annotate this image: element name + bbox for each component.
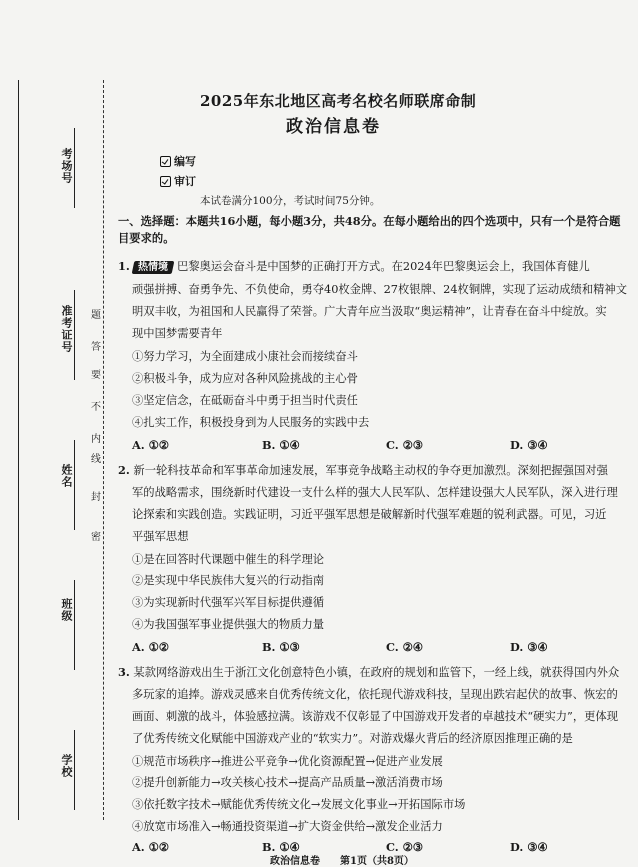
seal-char: 要 xyxy=(91,370,101,381)
option-a[interactable]: A. ①② xyxy=(132,640,169,654)
question-text: 顽强拼搏、奋勇争先、不负使命，勇夺40枚金牌、27枚银牌、24枚铜牌，实现了运动成绩和精神文 xyxy=(132,283,628,296)
option-a[interactable]: A. ①② xyxy=(132,438,169,452)
answer-statement: ①努力学习，为全面建成小康社会而接续奋斗 xyxy=(132,350,358,363)
class-label: 班级 xyxy=(60,598,73,622)
name-line xyxy=(74,440,75,530)
class-line xyxy=(74,580,75,670)
margin-rule-dashed xyxy=(103,80,104,820)
hot-badge xyxy=(132,261,175,274)
question-text: 现中国梦需要青年 xyxy=(132,327,223,340)
tag-review-label: 审订 xyxy=(174,175,196,188)
option-c[interactable]: C. ②③ xyxy=(386,840,423,854)
question-number: 1. xyxy=(118,259,130,273)
question-3-line1 xyxy=(118,664,619,681)
option-b[interactable]: B. ①③ xyxy=(262,640,300,654)
seal-char: 线 xyxy=(91,454,101,465)
question-text: 平强军思想 xyxy=(132,530,189,543)
exam-note: 本试卷满分100分，考试时间75分钟。 xyxy=(200,195,381,207)
question-2-line1 xyxy=(118,462,608,479)
exam-room-line xyxy=(74,128,75,208)
option-c[interactable]: C. ②④ xyxy=(386,640,423,654)
tag-edit xyxy=(160,153,196,169)
option-b[interactable]: B. ①④ xyxy=(262,438,300,452)
paper-subtitle: 政治信息卷 xyxy=(286,117,381,137)
hot-badge-label: 热情境 xyxy=(138,262,169,273)
admission-line xyxy=(74,290,75,380)
tag-edit-label: 编写 xyxy=(174,155,196,168)
seal-char: 答 xyxy=(91,342,101,353)
question-text: 军的战略需求，围绕新时代建设一支什么样的强大人民军队、怎样建设强大人民军队，深入进行理 xyxy=(132,486,618,499)
question-text: 多玩家的追捧。游戏灵感来自优秀传统文化，依托现代游戏科技，呈现出跌宕起伏的故事、恢宏的 xyxy=(132,688,618,701)
seal-char: 密 xyxy=(91,532,101,543)
answer-statement: ④扎实工作，积极投身到为人民服务的实践中去 xyxy=(132,416,370,429)
margin-rule-left xyxy=(18,80,19,820)
answer-statement: ②提升创新能力→攻关核心技术→提高产品质量→激活消费市场 xyxy=(132,776,443,789)
option-c[interactable]: C. ②③ xyxy=(386,438,423,452)
admission-label: 准考证号 xyxy=(60,305,73,353)
section-heading-line2: 目要求的。 xyxy=(118,231,175,245)
answer-statement: ②是实现中华民族伟大复兴的行动指南 xyxy=(132,574,325,587)
answer-statement: ④放宽市场准入→畅通投资渠道→扩大资金供给→激发企业活力 xyxy=(132,820,443,833)
answer-statement: ④为我国强军事业提供强大的物质力量 xyxy=(132,618,325,631)
tag-review xyxy=(160,173,196,189)
option-d[interactable]: D. ③④ xyxy=(510,840,548,854)
question-text: 论探索和实践创造。实践证明，习近平强军思想是破解新时代强军难题的锐利武器。可见，习近 xyxy=(132,508,607,521)
answer-statement: ③为实现新时代强军兴军目标提供遵循 xyxy=(132,596,325,609)
school-line xyxy=(74,730,75,810)
review-icon xyxy=(160,176,171,187)
question-text: 了优秀传统文化赋能中国游戏产业的“软实力”。对游戏爆火背后的经济原因推理正确的是 xyxy=(132,732,573,745)
seal-char: 封 xyxy=(91,492,101,503)
name-label: 姓名 xyxy=(60,464,73,488)
section-heading-line1: 一、选择题：本题共16小题，每小题3分，共48分。在每小题给出的四个选项中，只有一个是符合题 xyxy=(118,214,621,228)
school-label: 学校 xyxy=(60,754,73,778)
exam-room-label: 考场号 xyxy=(60,148,73,184)
question-text: 某款网络游戏出生于浙江文化创意特色小镇，在政府的规划和监管下，一经上线，就获得国内外众 xyxy=(133,666,620,679)
answer-statement: ②积极斗争，成为应对各种风险挑战的主心骨 xyxy=(132,372,358,385)
edit-icon xyxy=(160,156,171,167)
page-footer: 政治信息卷 第1页（共8页） xyxy=(270,856,414,867)
answer-statement: ③坚定信念，在砥砺奋斗中勇于担当时代责任 xyxy=(132,394,358,407)
answer-statement: ①是在回答时代课题中催生的科学理论 xyxy=(132,553,325,566)
question-text: 明双丰收，为祖国和人民赢得了荣誉。广大青年应当汲取“奥运精神”，让青春在奋斗中绽放。实 xyxy=(132,305,607,318)
option-b[interactable]: B. ①④ xyxy=(262,840,300,854)
question-1-line1 xyxy=(118,258,590,275)
question-text: 新一轮科技革命和军事革命加速发展，军事竞争战略主动权的争夺更加激烈。深刻把握强国对强 xyxy=(133,464,608,477)
answer-statement: ①规范市场秩序→推进公平竞争→优化资源配置→促进产业发展 xyxy=(132,755,443,768)
question-number: 3. xyxy=(118,665,130,679)
option-d[interactable]: D. ③④ xyxy=(510,438,548,452)
option-a[interactable]: A. ①② xyxy=(132,840,169,854)
question-number: 2. xyxy=(118,463,130,477)
option-d[interactable]: D. ③④ xyxy=(510,640,548,654)
seal-char: 不 xyxy=(91,402,101,413)
exam-title: 2025年东北地区高考名校名师联席命制 xyxy=(200,92,477,110)
answer-statement: ③依托数字技术→赋能优秀传统文化→发展文化事业→开拓国际市场 xyxy=(132,798,466,811)
seal-char: 题 xyxy=(91,310,101,321)
seal-char: 内 xyxy=(91,434,101,445)
question-text: 巴黎奥运会奋斗是中国梦的正确打开方式。在2024年巴黎奥运会上，我国体育健儿 xyxy=(176,260,590,273)
question-text: 画面、刺激的战斗，体验感拉满。该游戏不仅彰显了中国游戏开发者的卓越技术“硬实力”，更体现 xyxy=(132,710,619,723)
